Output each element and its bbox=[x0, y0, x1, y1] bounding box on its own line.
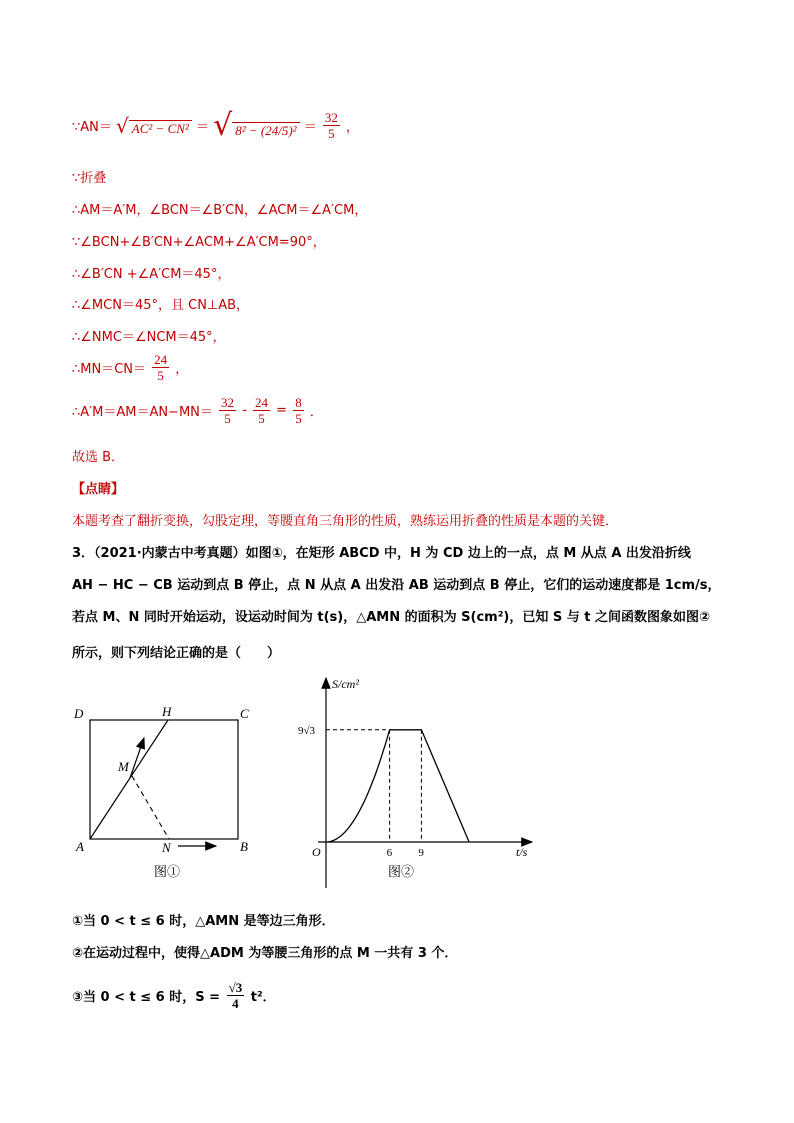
y-axis-label: S/cm² bbox=[332, 677, 359, 691]
label-m: M bbox=[118, 759, 129, 774]
solution-line-7: ∴∠NMC＝∠NCM＝45°， bbox=[72, 330, 226, 345]
origin-label: O bbox=[312, 845, 321, 859]
fraction-8-5: $\frac{8}{5}$ bbox=[295, 395, 302, 426]
series-linear bbox=[390, 730, 470, 842]
solution-line-8: ∴MN＝CN＝ $\frac{24}{5}$ ， bbox=[72, 352, 189, 383]
label-a: A bbox=[76, 839, 84, 854]
label-b: B bbox=[240, 839, 248, 854]
label-n: N bbox=[162, 840, 171, 855]
sqrt-expression-1: √ AC² − CN² bbox=[116, 114, 192, 138]
y-tick-9sqrt3: 9√3 bbox=[298, 724, 316, 737]
label-d: D bbox=[74, 706, 84, 721]
solution-conclusion: 故选 B． bbox=[72, 450, 125, 465]
solution-line-6: ∴∠MCN＝45°，且 CN⊥AB， bbox=[72, 298, 250, 313]
option-2: ②在运动过程中，使得△ADM 为等腰三角形的点 M 一共有 3 个． bbox=[72, 946, 458, 961]
solution-line-1: ∵AN＝ √ AC² − CN² ＝ √ 8² − (24/5)² ＝ $\frac{32}{5}$ ， bbox=[72, 108, 360, 143]
solution-line-9: ∴A′M＝AM＝AN−MN＝ $\frac{32}{5}$ - $\frac{24}{5}$ = $\frac{8}{5}$ ． bbox=[72, 395, 323, 426]
figure-2-graph bbox=[290, 672, 540, 892]
an-prefix: ∵AN＝ bbox=[72, 120, 112, 135]
problem-line-3: 若点 M、N 同时开始运动，设运动时间为 t(s)，△AMN 的面积为 S(cm²)，已知 S 与 t 之间函数图象如图② bbox=[72, 610, 711, 625]
figure-1-caption: 图① bbox=[154, 864, 181, 879]
rectangle-abcd bbox=[90, 720, 238, 839]
fraction-32-5-b: $\frac{32}{5}$ bbox=[221, 395, 235, 426]
problem-line-4: 所示，则下列结论正确的是（ ） bbox=[72, 646, 281, 661]
sqrt-expression-2: √ 8² − (24/5)² bbox=[213, 108, 299, 143]
option-3: ③当 0 < t ≤ 6 时，S = $\frac{√3}{4}$ t²． bbox=[72, 980, 276, 1011]
label-c: C bbox=[240, 706, 249, 721]
option-1: ①当 0 < t ≤ 6 时，△AMN 是等边三角形． bbox=[72, 914, 335, 929]
problem-line-2: AH − HC − CB 运动到点 B 停止，点 N 从点 A 出发沿 AB 运动到点 B 停止，它们的运动速度都是 1cm/s， bbox=[72, 578, 721, 593]
fraction-sqrt3-4: $\frac{√3}{4}$ bbox=[228, 980, 243, 1011]
fraction-32-5: $\frac{32}{5}$ bbox=[324, 110, 338, 141]
solution-line-2: ∵折叠 bbox=[72, 171, 107, 186]
comment-text: 本题考查了翻折变换，勾股定理，等腰直角三角形的性质，熟练运用折叠的性质是本题的关键． bbox=[72, 514, 619, 529]
x-tick-9: 9 bbox=[418, 847, 424, 859]
fraction-24-5: $\frac{24}{5}$ bbox=[154, 352, 168, 383]
segment-ah bbox=[90, 720, 168, 839]
comment-heading: 【点睛】 bbox=[72, 482, 125, 497]
figure-1-rectangle bbox=[66, 696, 266, 886]
solution-line-3: ∴AM＝A′M，∠BCN＝∠B′CN，∠ACM＝∠A′CM， bbox=[72, 203, 368, 218]
series-curve bbox=[326, 730, 390, 842]
solution-line-5: ∴∠B′CN +∠A′CM＝45°， bbox=[72, 267, 231, 282]
label-h: H bbox=[162, 704, 172, 719]
arrow-m bbox=[130, 738, 144, 778]
problem-line-1: 3．（2021·内蒙古中考真题）如图①，在矩形 ABCD 中，H 为 CD 边上的一点，点 M 从点 A 出发沿折线 bbox=[72, 546, 691, 561]
x-tick-6: 6 bbox=[386, 847, 393, 859]
dashed-mn bbox=[132, 776, 169, 839]
solution-line-4: ∵∠BCN+∠B′CN+∠ACM+∠A′CM=90°， bbox=[72, 235, 326, 250]
figure-2-caption: 图② bbox=[388, 864, 415, 879]
x-axis-label: t/s bbox=[516, 845, 528, 859]
fraction-24-5-b: $\frac{24}{5}$ bbox=[255, 395, 269, 426]
